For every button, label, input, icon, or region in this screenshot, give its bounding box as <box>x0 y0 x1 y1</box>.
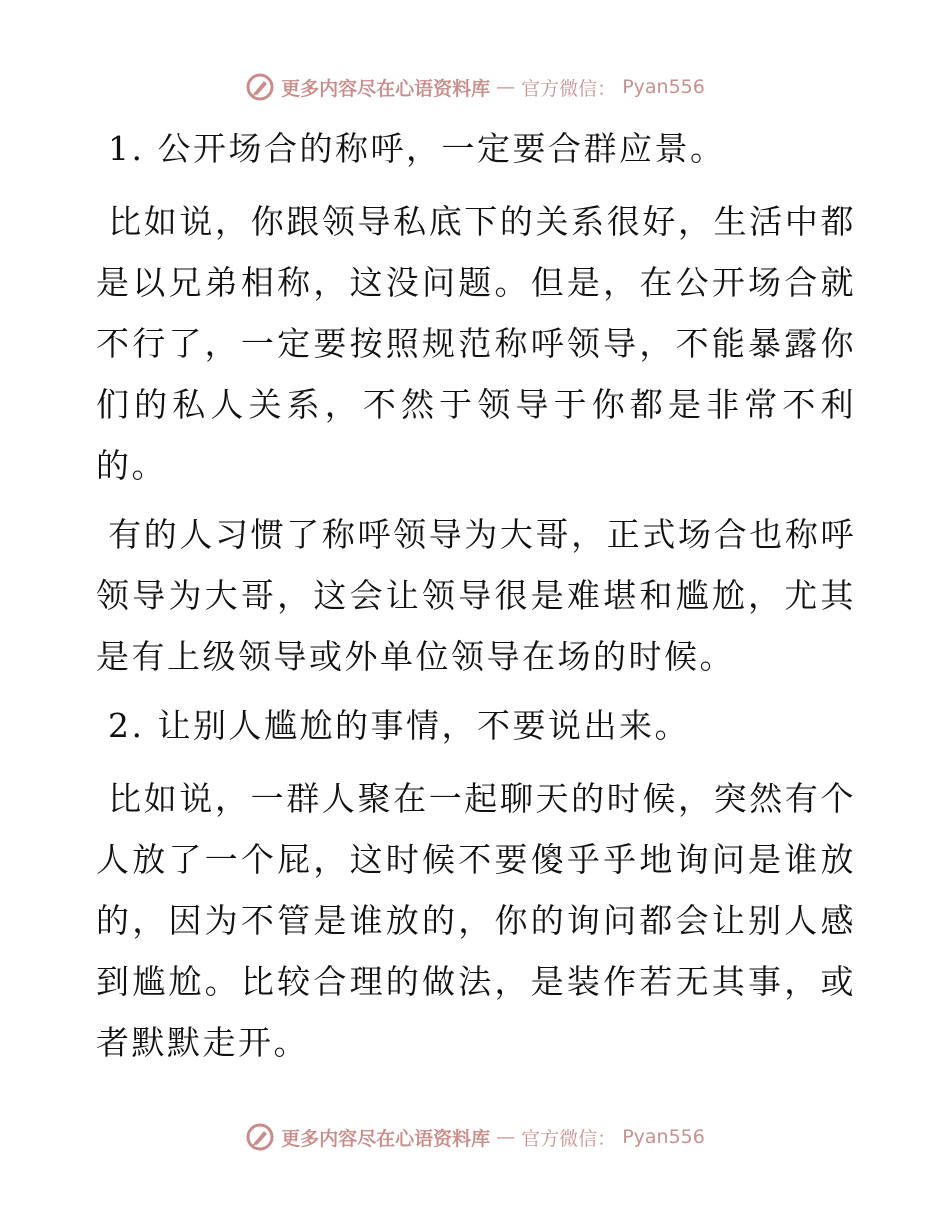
paragraph-2-text: 有的人习惯了称呼领导为大哥，正式场合也称呼领导为大哥，这会让领导很是难堪和尴尬，尤其是有上级领导或外单位领导在场的时候。 <box>96 515 856 676</box>
pen-nib-circle-icon <box>245 1122 275 1152</box>
paragraph-2 <box>96 504 856 687</box>
paragraph-3 <box>96 768 856 1073</box>
section-heading-2-text: 2. 让别人尴尬的事情，不要说出来。 <box>108 706 690 745</box>
paragraph-1 <box>96 191 856 496</box>
watermark-wechat-label: 官方微信： <box>521 77 617 100</box>
watermark-wechat-label: 官方微信： <box>521 1127 617 1150</box>
watermark-wechat-id: Pyan556 <box>622 1126 705 1148</box>
watermark-main-text: 更多内容尽在心语资料库 <box>281 77 491 100</box>
watermark-wechat-id: Pyan556 <box>622 76 705 98</box>
watermark-dash: — <box>496 76 516 98</box>
watermark-main-text: 更多内容尽在心语资料库 <box>281 1127 491 1150</box>
watermark-dash: — <box>496 1126 516 1148</box>
section-heading-2 <box>96 695 856 756</box>
document-body <box>96 118 856 1081</box>
footer-watermark <box>0 1122 950 1152</box>
section-heading-1-text: 1. 公开场合的称呼，一定要合群应景。 <box>108 129 726 168</box>
paragraph-3-text: 比如说，一群人聚在一起聊天的时候，突然有个人放了一个屁，这时候不要傻乎乎地询问是谁放的，因为不管是谁放的，你的询问都会让别人感到尴尬。比较合理的做法，是装作若无其事，或者默默走开。 <box>96 779 856 1062</box>
pen-nib-circle-icon <box>245 72 275 102</box>
header-watermark <box>0 72 950 102</box>
section-heading-1 <box>96 118 856 179</box>
paragraph-1-text: 比如说，你跟领导私底下的关系很好，生活中都是以兄弟相称，这没问题。但是，在公开场合就不行了，一定要按照规范称呼领导，不能暴露你们的私人关系，不然于领导于你都是非常不利的。 <box>96 202 856 485</box>
